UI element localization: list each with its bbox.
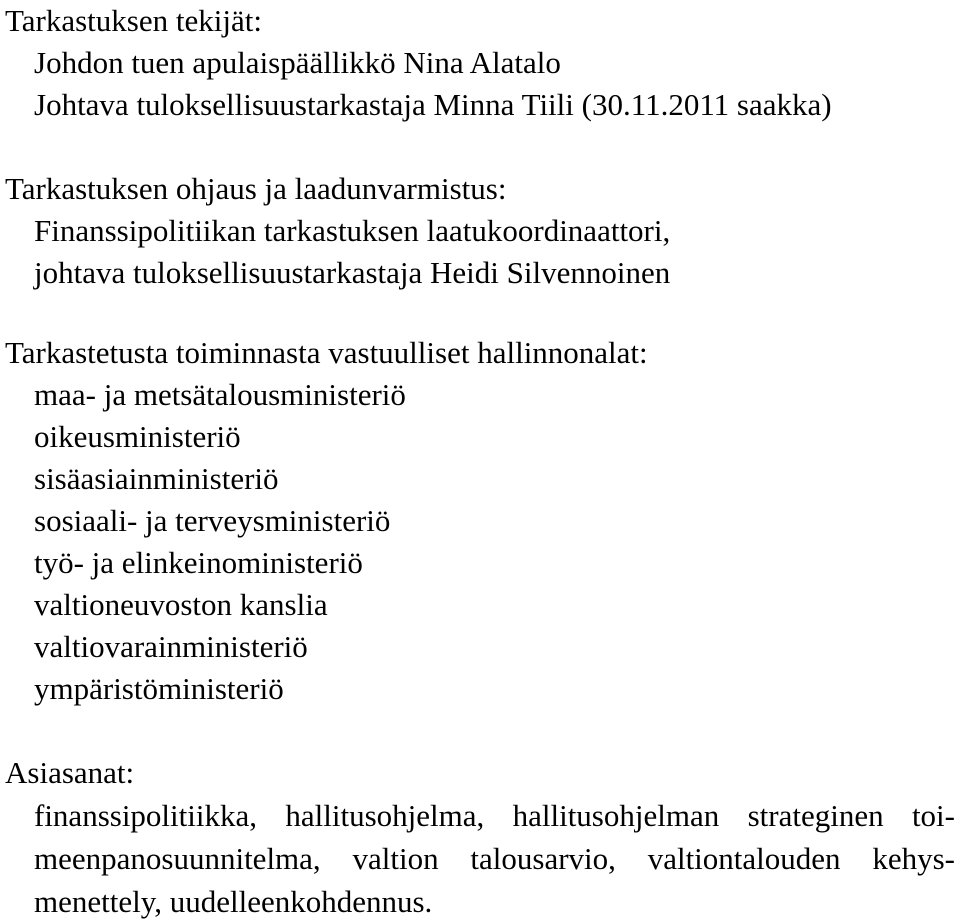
ministry-item: ympäristöministeriö xyxy=(34,671,284,706)
keywords-heading: Asiasanat: xyxy=(5,755,135,790)
responsible-section xyxy=(5,332,955,710)
quality-line: johtava tuloksellisuustarkastaja Heidi Silvennoinen xyxy=(34,255,671,290)
inspector-line: Johdon tuen apulaispäällikkö Nina Alatalo xyxy=(34,45,561,80)
quality-heading: Tarkastuksen ohjaus ja laadunvarmistus: xyxy=(5,171,507,206)
keywords-section xyxy=(5,752,955,923)
keywords-line: finanssipolitiikka, hallitusohjelma, hallitusohjelman strateginen toi- xyxy=(34,798,955,833)
keywords-line: menettely, uudelleenkohdennus. xyxy=(34,884,433,919)
ministry-item: työ- ja elinkeinoministeriö xyxy=(34,545,363,580)
ministry-item: maa- ja metsätalousministeriö xyxy=(34,377,406,412)
quality-line: Finanssipolitiikan tarkastuksen laatukoordinaattori, xyxy=(34,213,671,248)
inspectors-section xyxy=(5,0,955,126)
responsible-heading: Tarkastetusta toiminnasta vastuulliset hallinnonalat: xyxy=(5,335,648,370)
quality-section xyxy=(5,168,955,294)
keywords-line: meenpanosuunnitelma, valtion talousarvio, valtiontalouden kehys- xyxy=(34,841,955,876)
inspector-line: Johtava tuloksellisuustarkastaja Minna Tiili (30.11.2011 saakka) xyxy=(34,87,832,122)
document-page xyxy=(5,0,955,923)
ministry-item: sisäasiainministeriö xyxy=(34,461,279,496)
ministry-item: oikeusministeriö xyxy=(34,419,241,454)
ministry-item: valtioneuvoston kanslia xyxy=(34,587,328,622)
ministry-item: sosiaali- ja terveysministeriö xyxy=(34,503,391,538)
ministry-item: valtiovarainministeriö xyxy=(34,629,308,664)
keywords-body xyxy=(5,794,955,923)
inspectors-heading: Tarkastuksen tekijät: xyxy=(5,3,262,38)
